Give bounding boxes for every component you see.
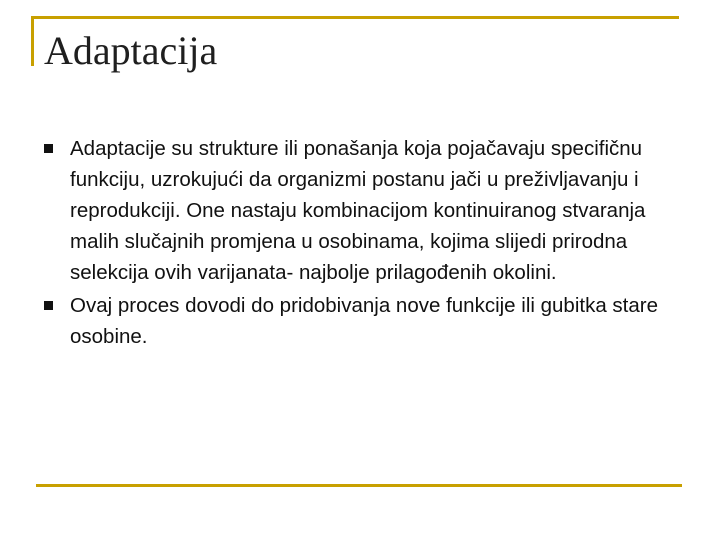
square-bullet-icon: [44, 301, 53, 310]
bullet-item: [44, 290, 684, 352]
top-decorative-rule: [31, 16, 679, 19]
bullet-text: Ovaj proces dovodi do pridobivanja nove funkcije ili gubitka stare osobine.: [70, 294, 659, 348]
bullet-list: [44, 133, 684, 354]
slide-title: Adaptacija: [44, 28, 218, 73]
bullet-item: [44, 133, 684, 288]
bottom-decorative-rule: [36, 484, 682, 487]
square-bullet-icon: [44, 144, 53, 153]
bullet-text: Adaptacije su strukture ili ponašanja koja pojačavaju specifičnu funkciju, uzrokujući da organizmi postanu jači u preživljavanju i reprodukciji. One nastaju kombinacijom kontinuiranog stvaranja malih slučajnih promjena u osobinama, kojima slijedi prirodna selekcija ovih varijanata- najbolje prilagođenih okolini.: [70, 137, 646, 284]
left-decorative-rule: [31, 16, 34, 66]
